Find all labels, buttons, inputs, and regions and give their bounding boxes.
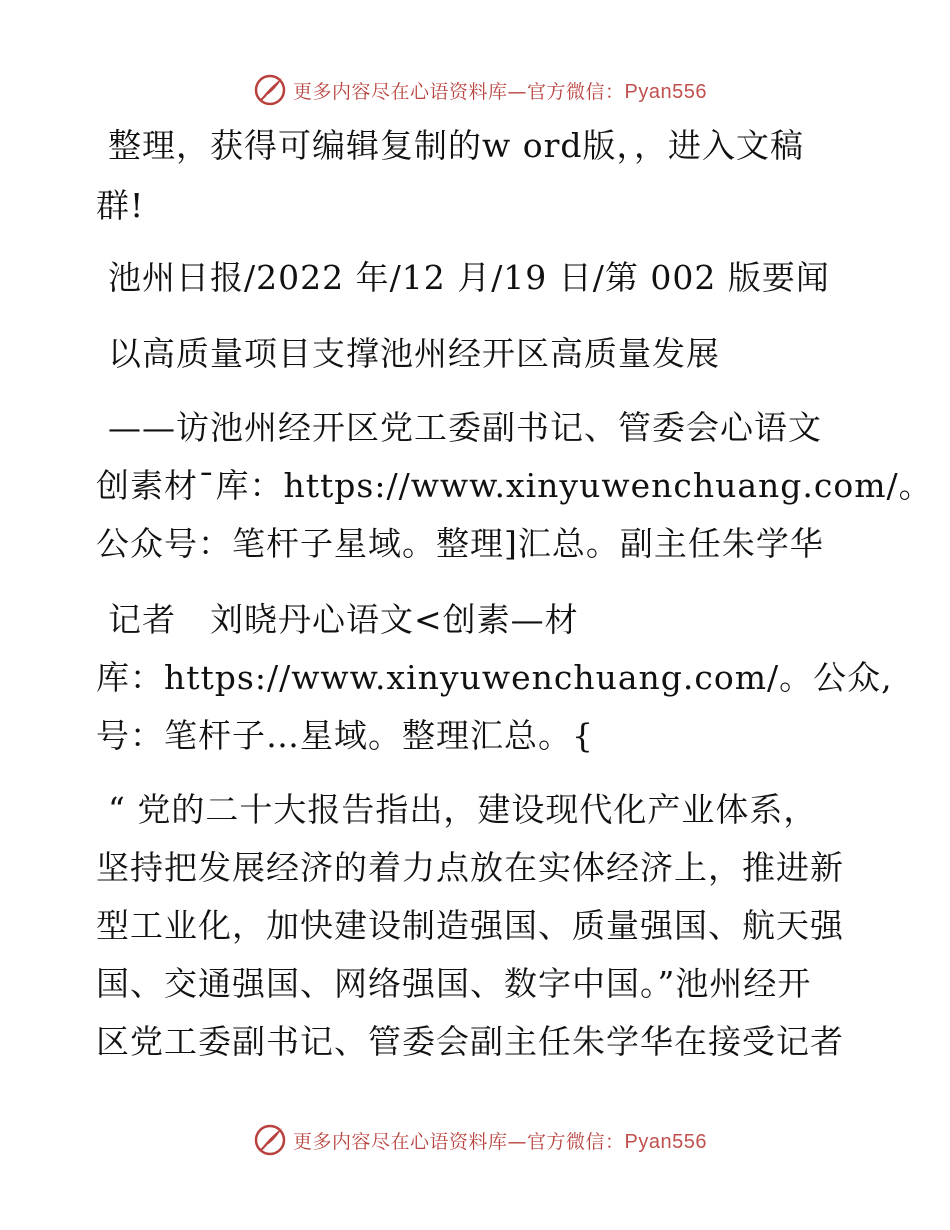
- quill-logo-icon: [253, 73, 287, 107]
- paragraph-line-3: 型工业化，加快建设制造强国、质量强国、航天强: [96, 906, 844, 945]
- article-subtitle-line-1: ——访池州经开区党工委副书记、管委会心语文: [108, 408, 822, 447]
- body-line-1: 整理，获得可编辑复制的w ord版，，进入文稿: [108, 126, 805, 165]
- footer-banner-main: 更多内容尽在心语资料库: [293, 1130, 508, 1153]
- header-banner-dash: —: [507, 80, 528, 103]
- header-banner-id: Pyan556: [624, 80, 707, 103]
- header-banner-inner: [253, 73, 707, 107]
- article-title: 以高质量项目支撑池州经开区高质量发展: [108, 334, 720, 373]
- header-banner-text: [293, 77, 707, 104]
- footer-banner-text: [293, 1127, 707, 1154]
- paragraph-line-2: 坚持把发展经济的着力点放在实体经济上，推进新: [96, 848, 844, 887]
- header-banner-main: 更多内容尽在心语资料库: [293, 80, 508, 103]
- body-line-2: 群!: [96, 186, 145, 225]
- dateline: 池州日报/2022 年/12 月/19 日/第 002 版要闻: [108, 258, 830, 297]
- header-banner: [0, 70, 950, 110]
- byline-line-2: 库：https://www.xinyuwenchuang.com/。公众,: [96, 658, 893, 697]
- quill-logo-icon: [253, 1123, 287, 1157]
- paragraph-line-5: 区党工委副书记、管委会副主任朱学华在接受记者: [96, 1022, 844, 1061]
- paragraph-line-1: “ 党的二十大报告指出，建设现代化产业体系，: [108, 790, 818, 829]
- footer-banner-id: Pyan556: [624, 1130, 707, 1153]
- byline-line-1: 记者 刘晓丹心语文<创素—材: [108, 600, 579, 639]
- footer-banner: [0, 1120, 950, 1160]
- article-subtitle-line-3: 公众号：笔杆子星域。整理]汇总。副主任朱学华: [96, 524, 824, 563]
- paragraph-line-4: 国、交通强国、网络强国、数字中国。”池州经开: [96, 964, 812, 1003]
- footer-banner-inner: [253, 1123, 707, 1157]
- header-banner-wechat: 官方微信：: [527, 80, 625, 103]
- byline-line-3: 号：笔杆子…星域。整理汇总。{: [96, 716, 594, 755]
- article-subtitle-line-2: 创素材¯库：https://www.xinyuwenchuang.com/。: [96, 466, 933, 505]
- footer-banner-dash: —: [507, 1130, 528, 1153]
- footer-banner-wechat: 官方微信：: [527, 1130, 625, 1153]
